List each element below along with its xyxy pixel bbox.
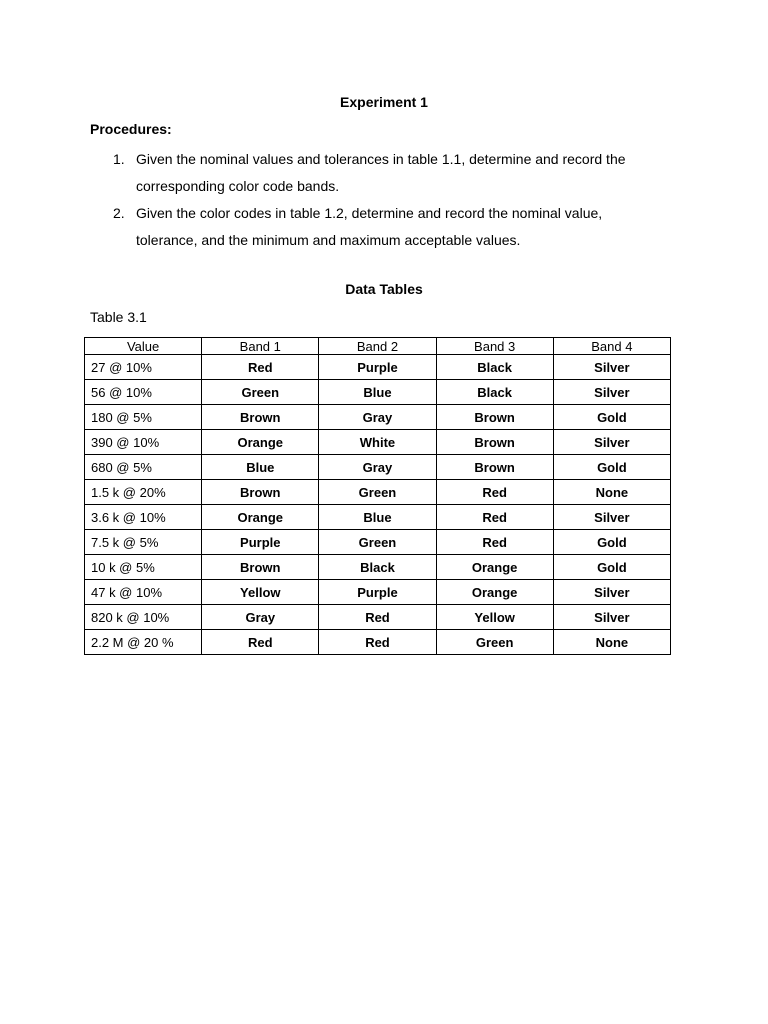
band-cell: Red xyxy=(202,355,319,380)
value-cell: 56 @ 10% xyxy=(85,380,202,405)
procedure-line: Given the color codes in table 1.2, determine and record the nominal value, xyxy=(136,205,603,221)
band-cell: Red xyxy=(436,530,553,555)
band-cell: Black xyxy=(436,380,553,405)
band-cell: Red xyxy=(436,480,553,505)
band-cell: None xyxy=(553,630,670,655)
band-cell: Green xyxy=(319,480,436,505)
band-cell: Green xyxy=(436,630,553,655)
band-cell: Silver xyxy=(553,605,670,630)
band-cell: Red xyxy=(319,630,436,655)
band-cell: Red xyxy=(436,505,553,530)
band-cell: Purple xyxy=(202,530,319,555)
value-cell: 680 @ 5% xyxy=(85,455,202,480)
band-cell: Green xyxy=(202,380,319,405)
table-row xyxy=(85,430,671,455)
table-row xyxy=(85,505,671,530)
band-cell: Green xyxy=(319,530,436,555)
table-row xyxy=(85,630,671,655)
band-cell: Purple xyxy=(319,580,436,605)
band-cell: Gold xyxy=(553,455,670,480)
band-cell: Gold xyxy=(553,555,670,580)
band-1-column-header: Band 1 xyxy=(202,338,319,355)
table-body xyxy=(85,355,671,655)
table-row xyxy=(85,405,671,430)
band-cell: Silver xyxy=(553,380,670,405)
band-3-column-header: Band 3 xyxy=(436,338,553,355)
band-cell: Orange xyxy=(202,505,319,530)
band-cell: Orange xyxy=(202,430,319,455)
band-cell: Brown xyxy=(202,555,319,580)
value-cell: 180 @ 5% xyxy=(85,405,202,430)
band-cell: Blue xyxy=(319,505,436,530)
procedure-item xyxy=(90,146,690,200)
band-cell: Brown xyxy=(436,455,553,480)
value-cell: 1.5 k @ 20% xyxy=(85,480,202,505)
table-row xyxy=(85,455,671,480)
band-cell: Silver xyxy=(553,355,670,380)
value-cell: 390 @ 10% xyxy=(85,430,202,455)
procedures-list xyxy=(90,146,690,254)
band-cell: Purple xyxy=(319,355,436,380)
band-cell: Brown xyxy=(202,480,319,505)
table-row xyxy=(85,580,671,605)
value-cell: 820 k @ 10% xyxy=(85,605,202,630)
band-cell: Gold xyxy=(553,405,670,430)
table-row xyxy=(85,480,671,505)
value-cell: 27 @ 10% xyxy=(85,355,202,380)
value-column-header: Value xyxy=(85,338,202,355)
data-tables-heading: Data Tables xyxy=(345,281,423,297)
band-cell: White xyxy=(319,430,436,455)
procedure-item xyxy=(90,200,690,254)
table-row xyxy=(85,355,671,380)
value-cell: 2.2 M @ 20 % xyxy=(85,630,202,655)
band-2-column-header: Band 2 xyxy=(319,338,436,355)
band-cell: Brown xyxy=(436,430,553,455)
table-row xyxy=(85,530,671,555)
band-cell: Gray xyxy=(202,605,319,630)
table-caption: Table 3.1 xyxy=(90,309,147,325)
band-cell: Orange xyxy=(436,580,553,605)
band-cell: Brown xyxy=(202,405,319,430)
band-cell: Black xyxy=(319,555,436,580)
value-cell: 47 k @ 10% xyxy=(85,580,202,605)
band-cell: Gray xyxy=(319,405,436,430)
band-cell: Yellow xyxy=(436,605,553,630)
band-cell: Blue xyxy=(319,380,436,405)
band-cell: Red xyxy=(202,630,319,655)
procedure-line: tolerance, and the minimum and maximum acceptable values. xyxy=(136,232,521,248)
band-cell: Red xyxy=(319,605,436,630)
band-cell: Black xyxy=(436,355,553,380)
value-cell: 10 k @ 5% xyxy=(85,555,202,580)
table-row xyxy=(85,555,671,580)
value-cell: 3.6 k @ 10% xyxy=(85,505,202,530)
procedure-line: corresponding color code bands. xyxy=(136,178,340,194)
band-cell: None xyxy=(553,480,670,505)
table-header-row xyxy=(85,338,671,355)
procedures-heading: Procedures: xyxy=(90,121,172,137)
band-cell: Silver xyxy=(553,430,670,455)
band-cell: Orange xyxy=(436,555,553,580)
procedure-line: Given the nominal values and tolerances in table 1.1, determine and record the xyxy=(136,151,626,167)
procedure-number: 2. xyxy=(113,205,125,221)
table-row xyxy=(85,605,671,630)
band-cell: Gold xyxy=(553,530,670,555)
band-cell: Blue xyxy=(202,455,319,480)
band-cell: Yellow xyxy=(202,580,319,605)
experiment-title: Experiment 1 xyxy=(340,94,428,110)
band-cell: Silver xyxy=(553,505,670,530)
procedure-number: 1. xyxy=(113,151,125,167)
band-cell: Gray xyxy=(319,455,436,480)
value-cell: 7.5 k @ 5% xyxy=(85,530,202,555)
band-4-column-header: Band 4 xyxy=(553,338,670,355)
band-cell: Brown xyxy=(436,405,553,430)
table-row xyxy=(85,380,671,405)
band-cell: Silver xyxy=(553,580,670,605)
color-code-table xyxy=(84,337,671,655)
table-header xyxy=(85,338,671,355)
